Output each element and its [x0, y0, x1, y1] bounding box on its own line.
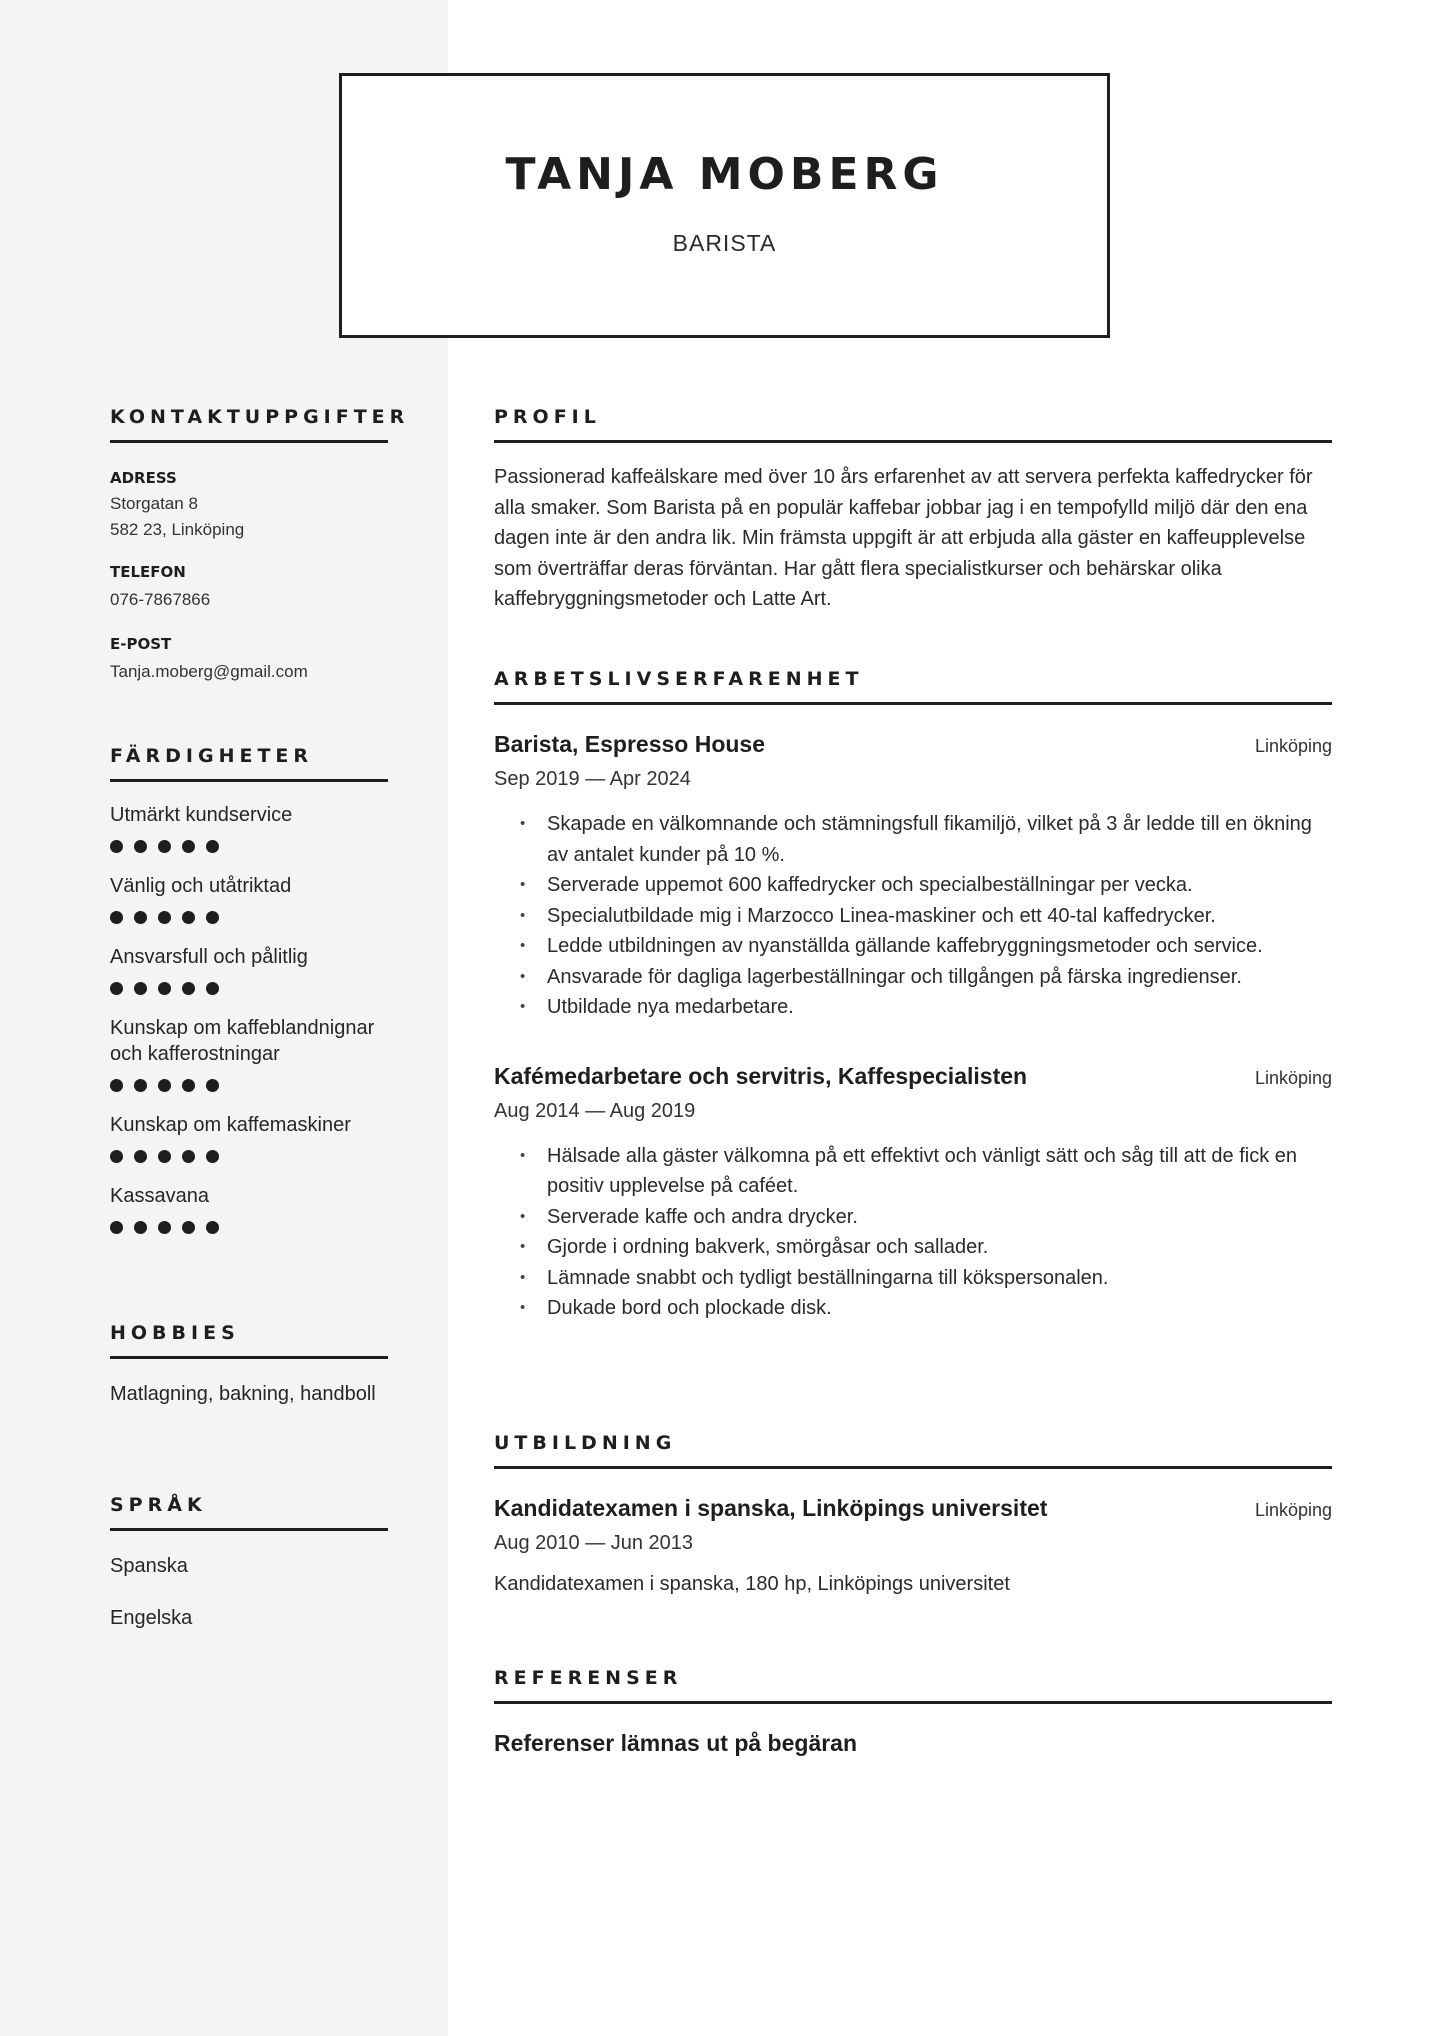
- rating-dot: [182, 1150, 195, 1163]
- experience-section: [494, 668, 1332, 1324]
- education-heading: UTBILDNING: [494, 1432, 1332, 1469]
- rating-dot: [134, 1150, 147, 1163]
- skill-name: Ansvarsfull och pålitlig: [110, 946, 308, 968]
- rating-dot: [158, 1079, 171, 1092]
- bullet-item: • Hälsade alla gäster välkomna på ett effektivt och vänligt sätt och såg till att de fick en positiv upplevelse på caféet.: [520, 1141, 1332, 1202]
- rating-dot: [182, 1221, 195, 1234]
- job-entry-location: Linköping: [1254, 736, 1332, 756]
- skill-name: Utmärkt kundservice: [110, 804, 293, 826]
- skill-rating: [110, 911, 388, 924]
- rating-dot: [182, 982, 195, 995]
- address-label: ADRESS: [110, 469, 177, 487]
- hobbies-heading: HOBBIES: [110, 1322, 388, 1359]
- bullet-item: • Skapade en välkomnande och stämningsfull fikamiljö, vilket på 3 år ledde till en ökning av antalet kunder på 10 %.: [520, 809, 1332, 870]
- bullet-item: • Utbildade nya medarbetare.: [520, 992, 1332, 1023]
- job-entry-dates: Aug 2014 — Aug 2019: [494, 1099, 696, 1122]
- skills-list: [110, 802, 388, 1234]
- bullet-item: • Serverade uppemot 600 kaffedrycker och specialbeställningar per vecka.: [520, 870, 1332, 901]
- skill-name: Vänlig och utåtriktad: [110, 875, 292, 897]
- rating-dot: [110, 982, 123, 995]
- rating-dot: [182, 1079, 195, 1092]
- email-value: Tanja.moberg@gmail.com: [110, 662, 308, 681]
- contact-heading: KONTAKTUPPGIFTER: [110, 406, 388, 443]
- job-entry-location: Linköping: [1254, 1067, 1332, 1088]
- job-title: BARISTA: [672, 229, 777, 256]
- languages-section: [110, 1494, 388, 1634]
- language-item: Engelska: [110, 1607, 193, 1629]
- bullet-item: • Gjorde i ordning bakverk, smörgåsar och sallader.: [520, 1232, 1332, 1263]
- education-location: Linköping: [1254, 1500, 1332, 1520]
- candidate-name: TANJA MOBERG: [505, 148, 944, 200]
- rating-dot: [206, 840, 219, 853]
- references-heading: REFERENSER: [494, 1667, 1332, 1704]
- bullet-item: • Dukade bord och plockade disk.: [520, 1293, 1332, 1324]
- education-description: Kandidatexamen i spanska, 180 hp, Linköpings universitet: [494, 1573, 1010, 1595]
- skill-item: [110, 873, 388, 924]
- rating-dot: [206, 982, 219, 995]
- profile-section: [494, 406, 1332, 615]
- rating-dot: [158, 911, 171, 924]
- skill-name: Kunskap om kaffemaskiner: [110, 1114, 351, 1136]
- language-item: Spanska: [110, 1555, 188, 1577]
- rating-dot: [158, 1221, 171, 1234]
- rating-dot: [206, 1150, 219, 1163]
- education-dates: Aug 2010 — Jun 2013: [494, 1532, 694, 1554]
- rating-dot: [134, 840, 147, 853]
- skill-item: [110, 1112, 388, 1163]
- skill-rating: [110, 1079, 388, 1092]
- job-entry-bullets: [494, 1141, 1332, 1324]
- profile-text: Passionerad kaffeälskare med över 10 års erfarenhet av att servera perfekta kaffedrycker för alla smaker. Som Barista på en populär kaffebar jobbar jag i en tempofylld miljö där den ena dagen inte är den andra lik. Min främsta uppgift är att erbjuda alla gäster en kaffeupplevelse som överträffar deras förväntan. Har gått flera specialistkurser och behärskar olika kaffebryggningsmetoder och Latte Art.: [494, 466, 1313, 610]
- hobbies-text: Matlagning, bakning, handboll: [110, 1383, 376, 1405]
- skill-item: [110, 944, 388, 995]
- bullet-item: • Serverade kaffe och andra drycker.: [520, 1202, 1332, 1233]
- contact-section: [110, 406, 410, 685]
- job-entry-dates: Sep 2019 — Apr 2024: [494, 768, 691, 790]
- rating-dot: [110, 840, 123, 853]
- job-entry-title: Kafémedarbetare och servitris, Kaffespecialisten: [494, 1062, 1028, 1089]
- address-line-1: Storgatan 8: [110, 494, 198, 513]
- education-title: Kandidatexamen i spanska, Linköpings universitet: [494, 1495, 1048, 1521]
- skill-item: [110, 1183, 388, 1234]
- hobbies-section: [110, 1322, 388, 1410]
- address-line-2: 582 23, Linköping: [110, 520, 245, 539]
- rating-dot: [158, 982, 171, 995]
- languages-heading: SPRÅK: [110, 1494, 388, 1531]
- bullet-item: • Ledde utbildningen av nyanställda gällande kaffebryggningsmetoder och service.: [520, 931, 1332, 962]
- email-label: E-POST: [110, 635, 172, 653]
- rating-dot: [134, 1221, 147, 1234]
- bullet-item: • Lämnade snabbt och tydligt beställningarna till kökspersonalen.: [520, 1263, 1332, 1294]
- bullet-item: • Specialutbildade mig i Marzocco Linea-maskiner och ett 40-tal kaffedrycker.: [520, 901, 1332, 932]
- skill-name: Kunskap om kaffeblandnignar och kafferostningar: [110, 1017, 375, 1065]
- skill-name: Kassavana: [110, 1185, 209, 1207]
- phone-value: 076-7867866: [110, 590, 211, 609]
- job-entry-bullets: [494, 809, 1332, 1023]
- job-entry: [494, 731, 1332, 1023]
- rating-dot: [182, 840, 195, 853]
- skill-item: [110, 802, 388, 853]
- rating-dot: [134, 1079, 147, 1092]
- header-box: [339, 73, 1110, 338]
- rating-dot: [134, 911, 147, 924]
- rating-dot: [110, 911, 123, 924]
- rating-dot: [110, 1150, 123, 1163]
- rating-dot: [206, 1079, 219, 1092]
- job-entry-title: Barista, Espresso House: [494, 731, 766, 757]
- skill-item: [110, 1015, 388, 1092]
- skill-rating: [110, 840, 388, 853]
- skill-rating: [110, 982, 388, 995]
- education-entry: [494, 1495, 1332, 1596]
- references-text: Referenser lämnas ut på begäran: [494, 1730, 858, 1756]
- job-entry: [494, 1063, 1332, 1324]
- experience-heading: ARBETSLIVSERFARENHET: [494, 668, 1332, 705]
- skills-heading: FÄRDIGHETER: [110, 745, 388, 782]
- rating-dot: [182, 911, 195, 924]
- rating-dot: [110, 1221, 123, 1234]
- profile-heading: PROFIL: [494, 406, 1332, 443]
- references-section: [494, 1667, 1332, 1757]
- phone-label: TELEFON: [110, 563, 186, 581]
- skill-rating: [110, 1221, 388, 1234]
- bullet-item: • Ansvarade för dagliga lagerbeställningar och tillgången på färska ingredienser.: [520, 962, 1332, 993]
- rating-dot: [158, 1150, 171, 1163]
- rating-dot: [206, 911, 219, 924]
- rating-dot: [158, 840, 171, 853]
- skill-rating: [110, 1150, 388, 1163]
- education-section: [494, 1432, 1332, 1596]
- skills-section: [110, 745, 388, 1234]
- rating-dot: [110, 1079, 123, 1092]
- rating-dot: [206, 1221, 219, 1234]
- rating-dot: [134, 982, 147, 995]
